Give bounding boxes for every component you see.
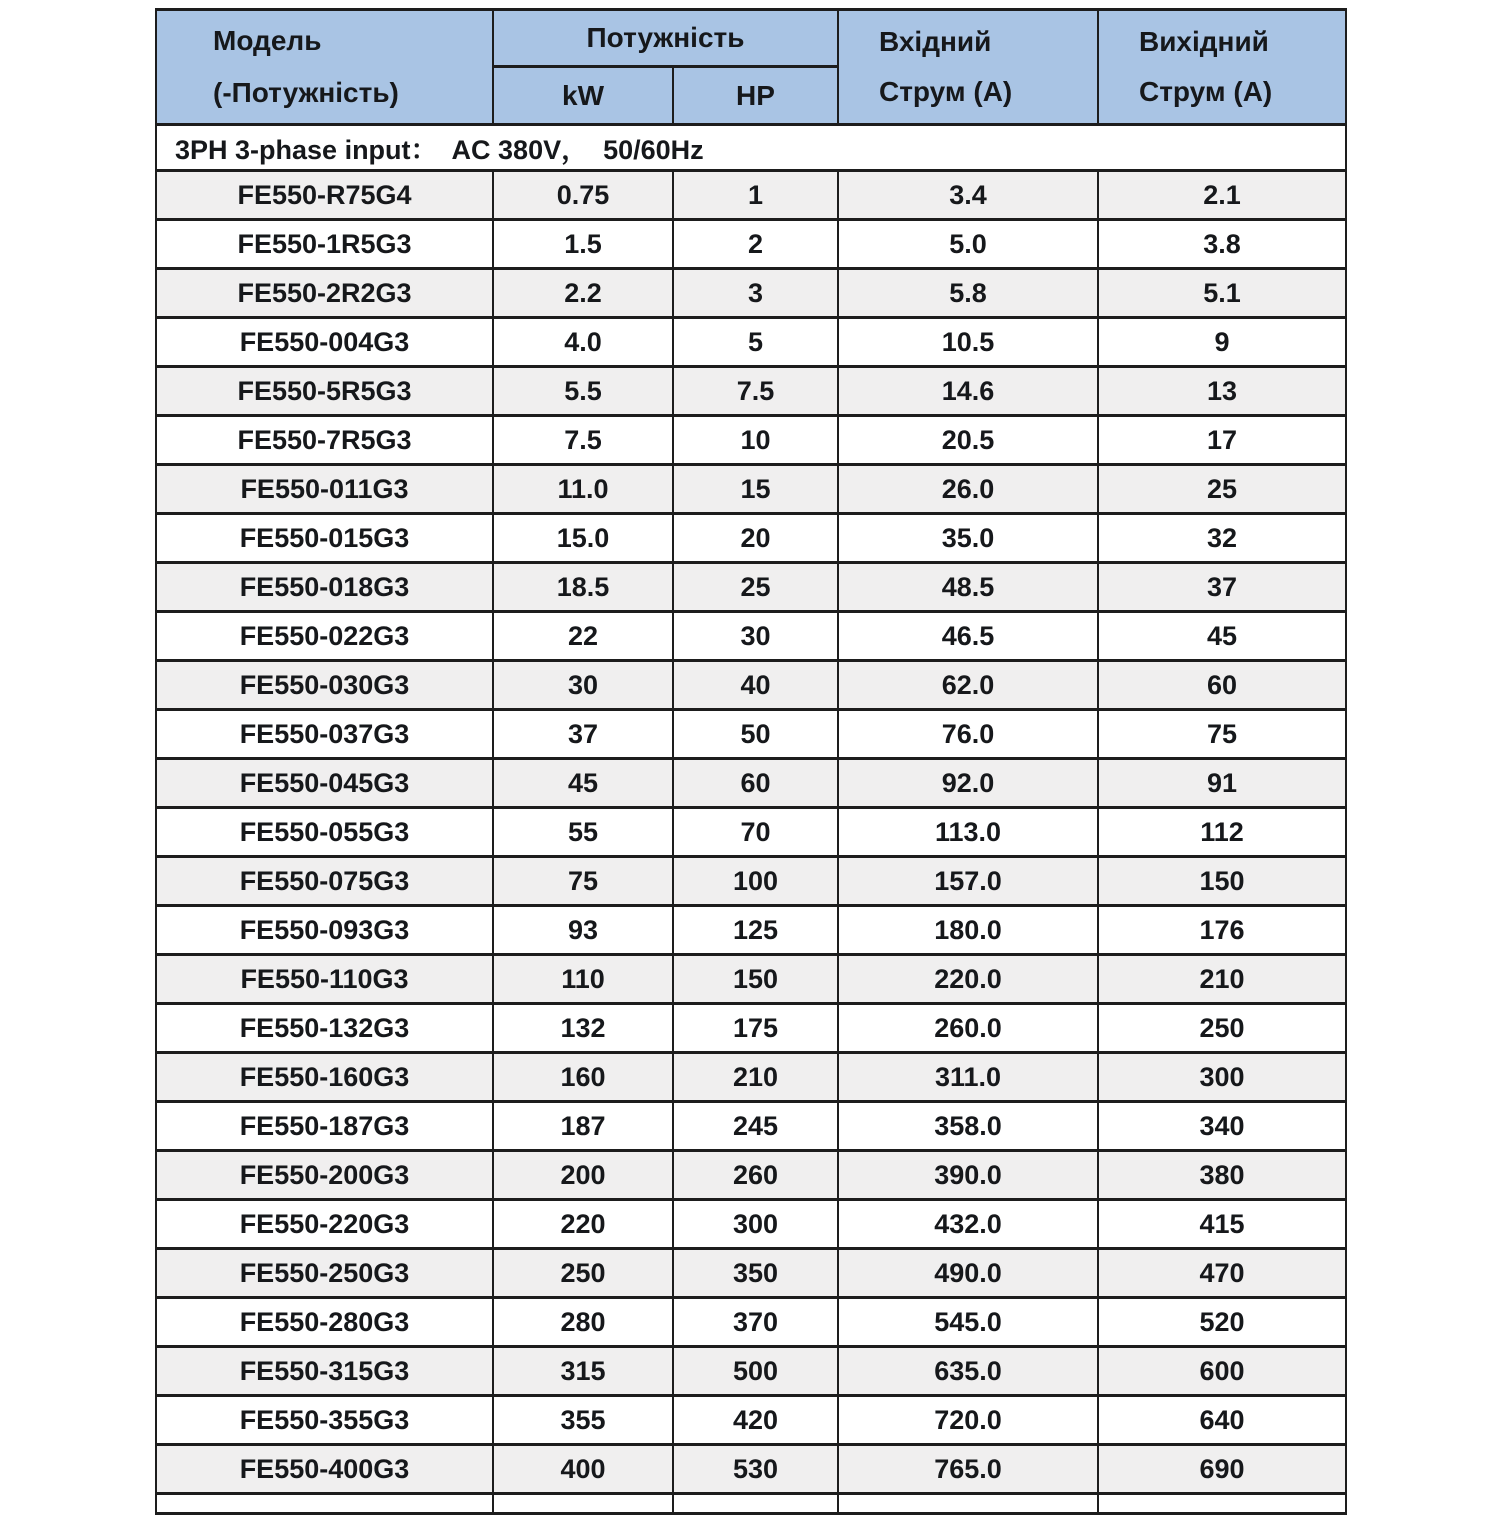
cell-hp: 175	[673, 1004, 838, 1053]
cell-kw: 4.0	[493, 318, 673, 367]
cell-hp: 60	[673, 759, 838, 808]
cell-input_a: 62.0	[838, 661, 1098, 710]
cell-kw: 18.5	[493, 563, 673, 612]
cell-hp: 150	[673, 955, 838, 1004]
cell-model: FE550-220G3	[156, 1200, 493, 1249]
cell-kw: 2.2	[493, 269, 673, 318]
cell-input_a: 5.0	[838, 220, 1098, 269]
col-header-model-line2: (-Потужність)	[213, 77, 399, 108]
cell-model: FE550-200G3	[156, 1151, 493, 1200]
table-row	[156, 220, 1346, 269]
cell-hp: 530	[673, 1445, 838, 1494]
cell-hp: 100	[673, 857, 838, 906]
cell-output_a: 340	[1098, 1102, 1346, 1151]
cell-hp: 370	[673, 1298, 838, 1347]
col-header-power: Потужність	[493, 10, 838, 67]
cell-kw: 220	[493, 1200, 673, 1249]
cell-input_a: 48.5	[838, 563, 1098, 612]
cell-output_a: 380	[1098, 1151, 1346, 1200]
col-header-input-line2: Струм (А)	[879, 76, 1013, 107]
cell-kw: 160	[493, 1053, 673, 1102]
cell-output_a: 37	[1098, 563, 1346, 612]
cell-model: FE550-2R2G3	[156, 269, 493, 318]
cell-kw: 280	[493, 1298, 673, 1347]
cell-output_a: 91	[1098, 759, 1346, 808]
cell-model: FE550-400G3	[156, 1445, 493, 1494]
cell-output_a: 3.8	[1098, 220, 1346, 269]
cell-output_a: 470	[1098, 1249, 1346, 1298]
cell-hp: 7.5	[673, 367, 838, 416]
cell-empty	[1098, 1494, 1346, 1514]
col-header-output-current	[1098, 10, 1346, 125]
col-header-model-line1: Модель	[213, 25, 322, 57]
cell-empty	[156, 1494, 493, 1514]
spec-table-body	[156, 125, 1346, 1514]
cell-input_a: 20.5	[838, 416, 1098, 465]
cell-output_a: 32	[1098, 514, 1346, 563]
cell-input_a: 390.0	[838, 1151, 1098, 1200]
cell-output_a: 690	[1098, 1445, 1346, 1494]
cell-input_a: 635.0	[838, 1347, 1098, 1396]
cell-output_a: 640	[1098, 1396, 1346, 1445]
cell-input_a: 113.0	[838, 808, 1098, 857]
cell-model: FE550-5R5G3	[156, 367, 493, 416]
col-header-hp: HP	[673, 67, 838, 125]
col-header-output-line2: Струм (А)	[1139, 76, 1273, 107]
cell-output_a: 60	[1098, 661, 1346, 710]
table-row	[156, 906, 1346, 955]
cell-hp: 350	[673, 1249, 838, 1298]
cell-input_a: 260.0	[838, 1004, 1098, 1053]
cell-model: FE550-018G3	[156, 563, 493, 612]
cell-hp: 260	[673, 1151, 838, 1200]
cell-kw: 1.5	[493, 220, 673, 269]
cell-model: FE550-355G3	[156, 1396, 493, 1445]
spec-table-header	[156, 10, 1346, 125]
cell-kw: 315	[493, 1347, 673, 1396]
cell-kw: 93	[493, 906, 673, 955]
table-row	[156, 1298, 1346, 1347]
cell-input_a: 180.0	[838, 906, 1098, 955]
table-row	[156, 661, 1346, 710]
cell-output_a: 17	[1098, 416, 1346, 465]
cell-model: FE550-011G3	[156, 465, 493, 514]
cell-model: FE550-004G3	[156, 318, 493, 367]
table-row	[156, 955, 1346, 1004]
cell-empty	[673, 1494, 838, 1514]
cell-kw: 37	[493, 710, 673, 759]
cell-input_a: 35.0	[838, 514, 1098, 563]
cell-kw: 15.0	[493, 514, 673, 563]
cell-model: FE550-7R5G3	[156, 416, 493, 465]
cell-input_a: 311.0	[838, 1053, 1098, 1102]
cell-output_a: 112	[1098, 808, 1346, 857]
table-row	[156, 1200, 1346, 1249]
cell-output_a: 600	[1098, 1347, 1346, 1396]
table-row	[156, 1151, 1346, 1200]
cell-hp: 5	[673, 318, 838, 367]
cell-output_a: 176	[1098, 906, 1346, 955]
table-row	[156, 857, 1346, 906]
cell-hp: 125	[673, 906, 838, 955]
cell-output_a: 2.1	[1098, 171, 1346, 220]
col-header-input-line1: Вхідний	[879, 25, 992, 57]
cell-output_a: 210	[1098, 955, 1346, 1004]
cell-input_a: 3.4	[838, 171, 1098, 220]
spec-table	[155, 8, 1347, 1515]
col-header-output-line1: Вихідний	[1139, 25, 1269, 57]
cell-input_a: 157.0	[838, 857, 1098, 906]
table-row	[156, 808, 1346, 857]
table-row	[156, 416, 1346, 465]
cell-input_a: 490.0	[838, 1249, 1098, 1298]
table-row	[156, 465, 1346, 514]
cell-output_a: 9	[1098, 318, 1346, 367]
cell-output_a: 25	[1098, 465, 1346, 514]
cell-kw: 400	[493, 1445, 673, 1494]
cell-kw: 187	[493, 1102, 673, 1151]
cell-hp: 15	[673, 465, 838, 514]
cell-output_a: 415	[1098, 1200, 1346, 1249]
cell-output_a: 300	[1098, 1053, 1346, 1102]
cell-input_a: 545.0	[838, 1298, 1098, 1347]
cell-kw: 75	[493, 857, 673, 906]
cell-model: FE550-037G3	[156, 710, 493, 759]
cell-kw: 250	[493, 1249, 673, 1298]
cell-hp: 300	[673, 1200, 838, 1249]
cell-model: FE550-160G3	[156, 1053, 493, 1102]
cell-output_a: 5.1	[1098, 269, 1346, 318]
table-row	[156, 514, 1346, 563]
cell-kw: 22	[493, 612, 673, 661]
cell-output_a: 45	[1098, 612, 1346, 661]
cell-kw: 132	[493, 1004, 673, 1053]
col-header-input-current	[838, 10, 1098, 125]
cell-kw: 200	[493, 1151, 673, 1200]
col-header-kw: kW	[493, 67, 673, 125]
cell-output_a: 75	[1098, 710, 1346, 759]
cell-model: FE550-250G3	[156, 1249, 493, 1298]
table-row	[156, 367, 1346, 416]
cell-input_a: 432.0	[838, 1200, 1098, 1249]
cell-input_a: 765.0	[838, 1445, 1098, 1494]
cell-input_a: 14.6	[838, 367, 1098, 416]
cell-model: FE550-280G3	[156, 1298, 493, 1347]
spec-sheet	[155, 8, 1345, 1515]
cell-kw: 55	[493, 808, 673, 857]
cell-input_a: 76.0	[838, 710, 1098, 759]
table-row	[156, 612, 1346, 661]
cell-output_a: 150	[1098, 857, 1346, 906]
cell-hp: 70	[673, 808, 838, 857]
cell-input_a: 26.0	[838, 465, 1098, 514]
cell-hp: 1	[673, 171, 838, 220]
cell-input_a: 720.0	[838, 1396, 1098, 1445]
cell-input_a: 5.8	[838, 269, 1098, 318]
cell-hp: 30	[673, 612, 838, 661]
phase-input-note: 3PH 3-phase input： AC 380V， 50/60Hz	[156, 125, 1346, 171]
table-row	[156, 1396, 1346, 1445]
cell-output_a: 520	[1098, 1298, 1346, 1347]
cell-model: FE550-110G3	[156, 955, 493, 1004]
cell-output_a: 250	[1098, 1004, 1346, 1053]
cell-hp: 2	[673, 220, 838, 269]
cell-empty	[838, 1494, 1098, 1514]
cell-kw: 0.75	[493, 171, 673, 220]
cell-hp: 50	[673, 710, 838, 759]
cell-model: FE550-187G3	[156, 1102, 493, 1151]
cell-kw: 30	[493, 661, 673, 710]
table-row	[156, 1445, 1346, 1494]
table-row	[156, 1102, 1346, 1151]
table-row	[156, 759, 1346, 808]
cell-model: FE550-R75G4	[156, 171, 493, 220]
cell-hp: 25	[673, 563, 838, 612]
cell-hp: 10	[673, 416, 838, 465]
cell-model: FE550-315G3	[156, 1347, 493, 1396]
table-row	[156, 1004, 1346, 1053]
cell-hp: 500	[673, 1347, 838, 1396]
cell-input_a: 46.5	[838, 612, 1098, 661]
phase-input-note-row	[156, 125, 1346, 171]
cell-hp: 20	[673, 514, 838, 563]
cell-model: FE550-1R5G3	[156, 220, 493, 269]
cell-kw: 7.5	[493, 416, 673, 465]
col-header-model	[156, 10, 493, 125]
cell-kw: 11.0	[493, 465, 673, 514]
table-row	[156, 563, 1346, 612]
table-row	[156, 171, 1346, 220]
cell-kw: 110	[493, 955, 673, 1004]
table-row	[156, 318, 1346, 367]
cell-model: FE550-015G3	[156, 514, 493, 563]
cell-kw: 355	[493, 1396, 673, 1445]
cell-hp: 420	[673, 1396, 838, 1445]
cell-hp: 3	[673, 269, 838, 318]
cell-model: FE550-045G3	[156, 759, 493, 808]
cell-hp: 40	[673, 661, 838, 710]
cell-model: FE550-055G3	[156, 808, 493, 857]
cell-output_a: 13	[1098, 367, 1346, 416]
cell-hp: 245	[673, 1102, 838, 1151]
cell-input_a: 10.5	[838, 318, 1098, 367]
cell-kw: 5.5	[493, 367, 673, 416]
table-row	[156, 1249, 1346, 1298]
cell-empty	[493, 1494, 673, 1514]
cell-hp: 210	[673, 1053, 838, 1102]
cell-model: FE550-022G3	[156, 612, 493, 661]
cell-kw: 45	[493, 759, 673, 808]
cell-input_a: 92.0	[838, 759, 1098, 808]
cell-model: FE550-132G3	[156, 1004, 493, 1053]
cell-model: FE550-030G3	[156, 661, 493, 710]
cell-input_a: 220.0	[838, 955, 1098, 1004]
table-row	[156, 269, 1346, 318]
cell-model: FE550-075G3	[156, 857, 493, 906]
cell-model: FE550-093G3	[156, 906, 493, 955]
table-row	[156, 1053, 1346, 1102]
table-row	[156, 1347, 1346, 1396]
cell-input_a: 358.0	[838, 1102, 1098, 1151]
table-row-cutoff	[156, 1494, 1346, 1514]
table-row	[156, 710, 1346, 759]
